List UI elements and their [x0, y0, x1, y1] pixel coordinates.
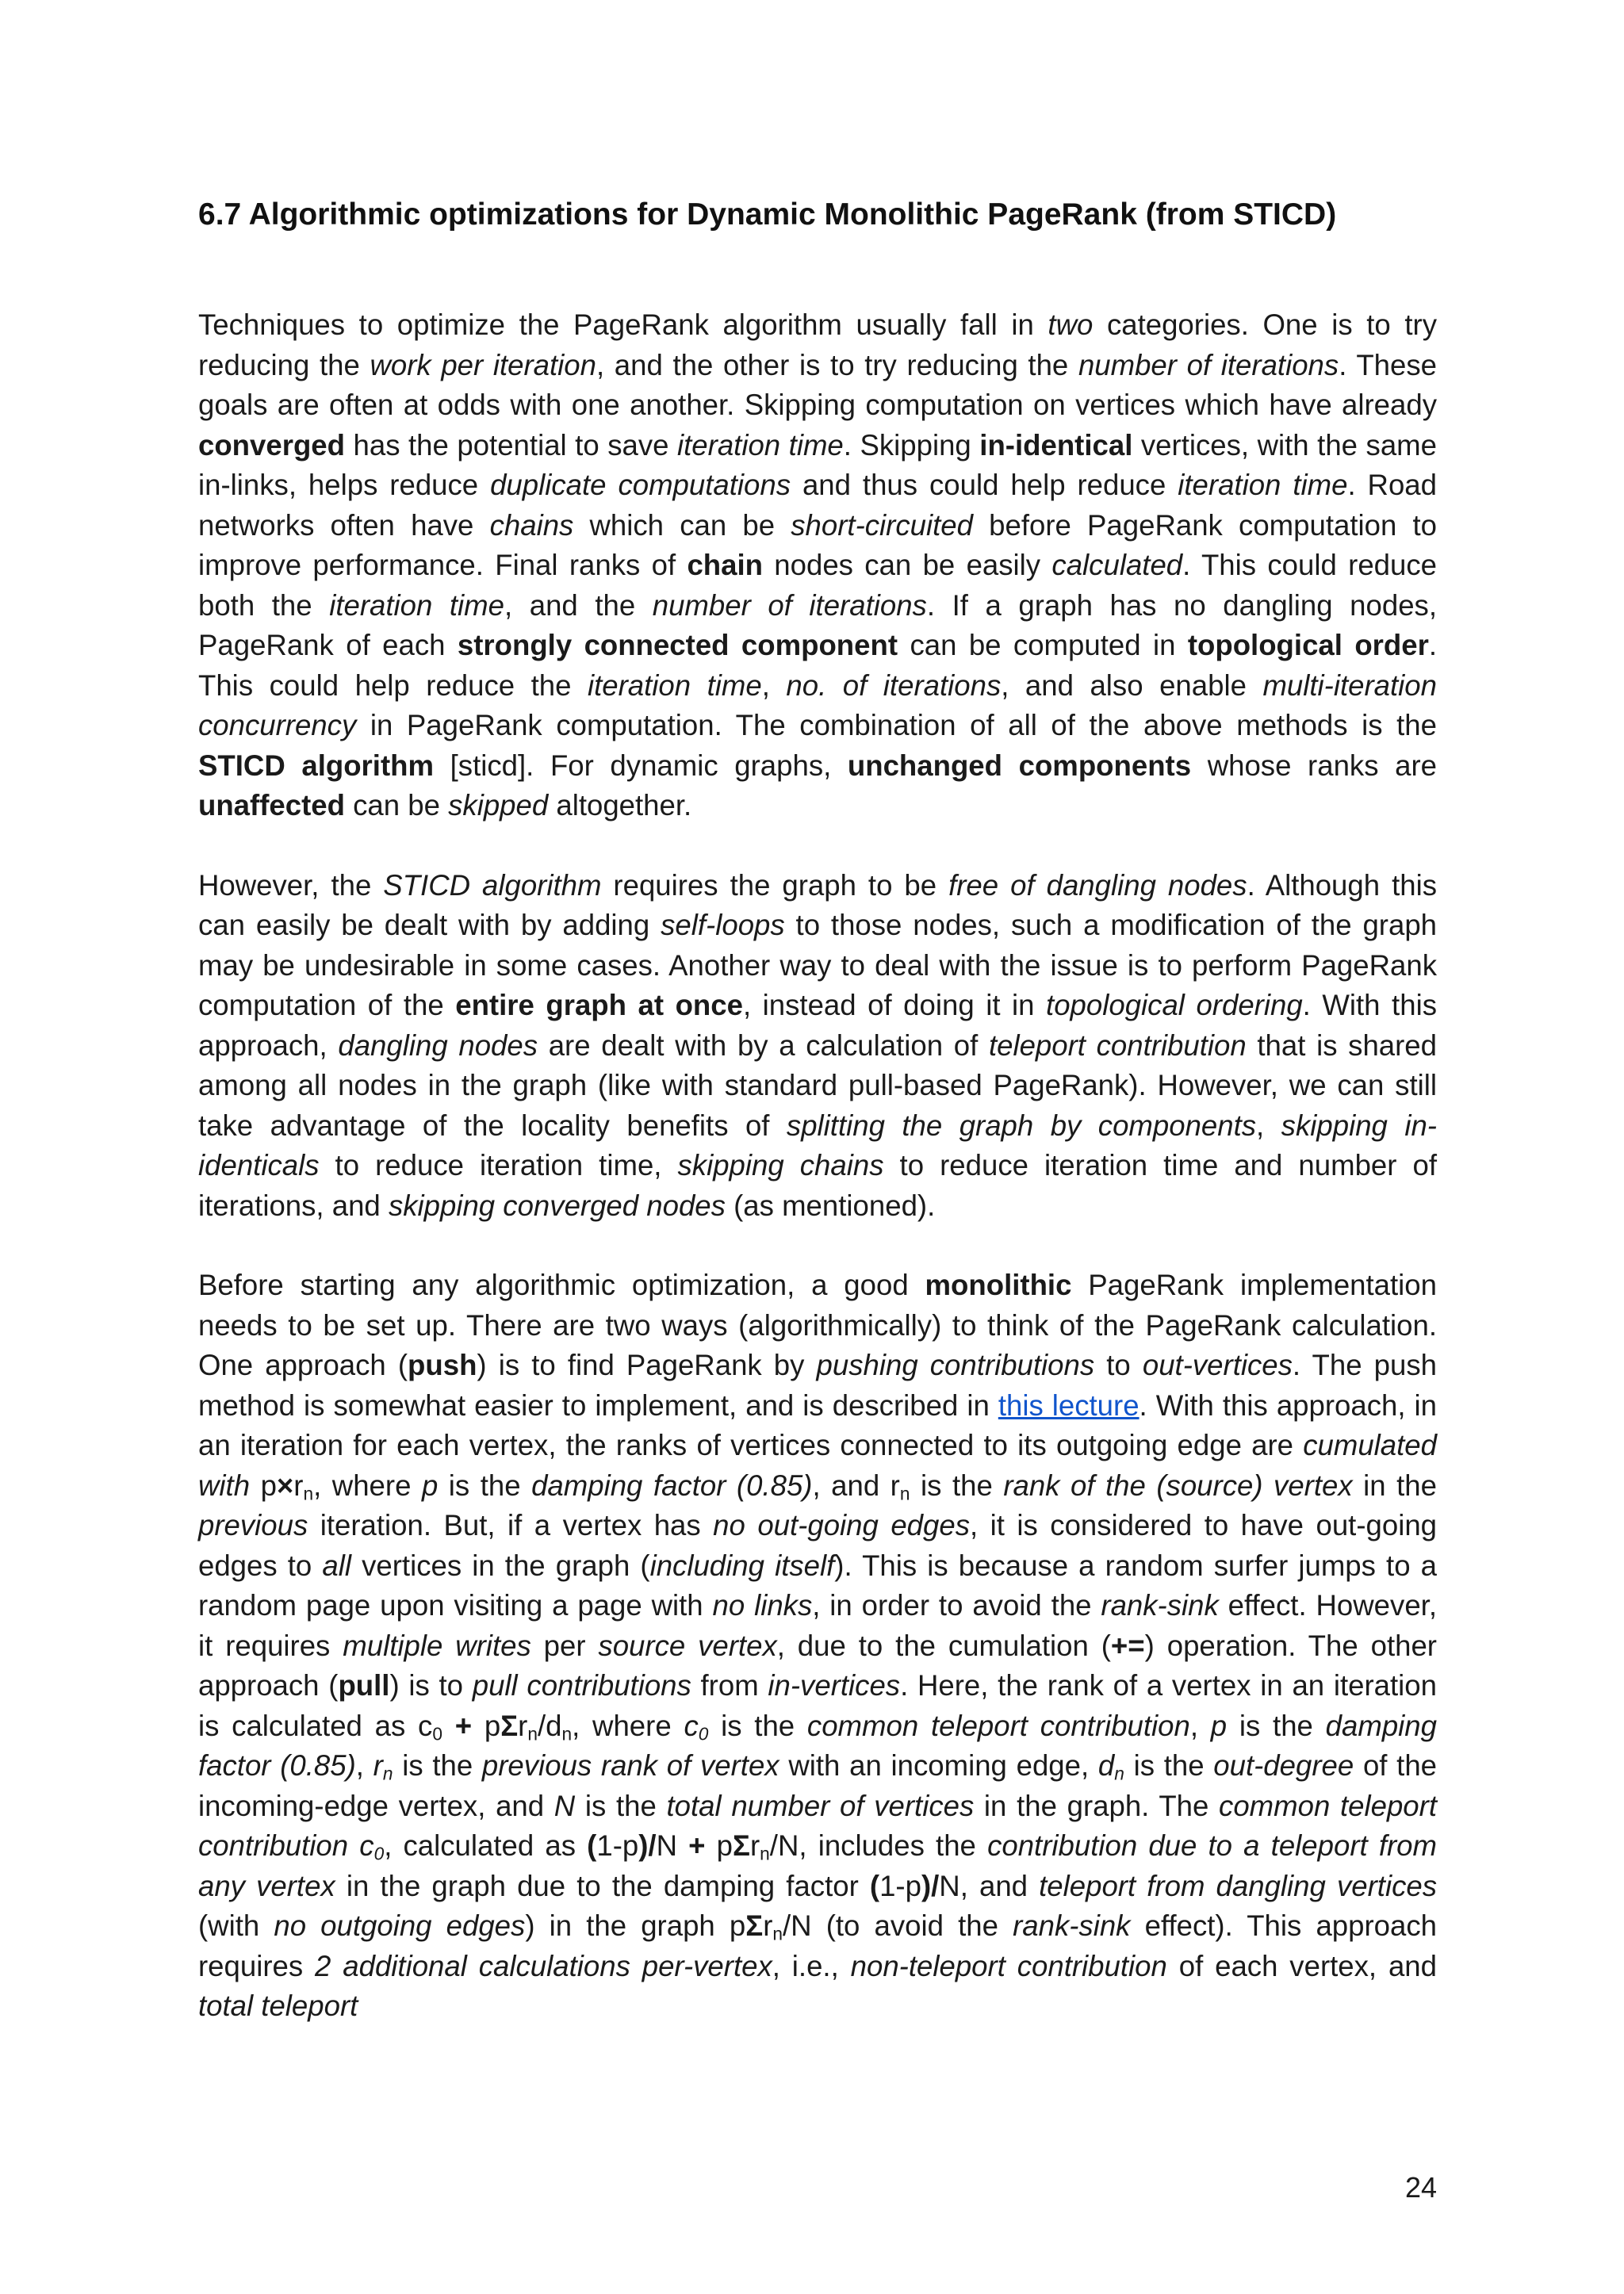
paragraph-sticd-dangling: However, the STICD algorithm requires the graph to be free of dangling nodes. Although this can easily be dealt with by adding self-loops to those nodes, such a modification of the graph may be undesirable in some cases. Another way to deal with the issue is to perform PageRank computation of the entire graph at once, instead of doing it in topological ordering. With this approach, dangling nodes are dealt with by a calculation of teleport contribution that is shared among all nodes in the graph (like with standard pull-based PageRank). However, we can still take advantage of the locality benefits of splitting the graph by components, skipping in-identicals to reduce iteration time, skipping chains to reduce iteration time and number of iterations, and skipping converged nodes (as mentioned).: [198, 868, 1438, 1222]
document-page: [198, 194, 1437, 2066]
paragraph-push-pull: Before starting any algorithmic optimization, a good monolithic PageRank implementation needs to be set up. There are two ways (algorithmically) to think of the PageRank calculation. One approach (push) is to find PageRank by pushing contributions to out-vertices. The push method is somewhat easier to implement, and is described in this lecture. With this approach, in an iteration for each vertex, the ranks of vertices connected to its outgoing edge are cumulated with $p\times r_n$, where p is the damping factor (0.85), and $r_n$ is the rank of the (source) vertex in the previous iteration. But, if a vertex has no out-going edges, it is considered to have out-going edges to all vertices in the graph (including itself). This is because a random surfer jumps to a random page upon visiting a page with no links, in order to avoid the rank-sink effect. However, it requires multiple writes per source vertex, due to the cumulation (+=) operation. The other approach (pull) is to pull contributions from in-vertices. Here, the rank of a vertex in an iteration is calculated as $c_0 + p\Sigma r_n/d_n$, where $c_0$ is the common teleport contribution, p is the damping factor (0.85), $r_n$ is the previous rank of vertex with an incoming edge, $d_n$ is the out-degree of the incoming-edge vertex, and N is the total number of vertices in the graph. The common teleport contribution $c_0$, calculated as (1-p)/N + pΣr$_n$/N, includes the contribution due to a teleport from any vertex in the graph due to the damping factor (1-p)/N, and teleport from dangling vertices (with no outgoing edges) in the graph pΣr$_n$/N (to avoid the rank-sink effect). This approach requires 2 additional calculations per-vertex, i.e., non-teleport contribution of each vertex, and total teleport: [198, 1269, 1438, 2022]
this-lecture-link[interactable]: this lecture: [998, 1388, 1139, 1422]
section-title: 6.7 Algorithmic optimizations for Dynamic Monolithic PageRank (from STICD): [198, 197, 1337, 232]
paragraph-techniques: Techniques to optimize the PageRank algorithm usually fall in two categories. One is to try reducing the work per iteration, and the other is to try reducing the number of iterations. These goals are often at odds with one another. Skipping computation on vertices which have already converged has the potential to save iteration time. Skipping in-identical vertices, with the same in-links, helps reduce duplicate computations and thus could help reduce iteration time. Road networks often have chains which can be short-circuited before PageRank computation to improve performance. Final ranks of chain nodes can be easily calculated. This could reduce both the iteration time, and the number of iterations. If a graph has no dangling nodes, PageRank of each strongly connected component can be computed in topological order. This could help reduce the iteration time, no. of iterations, and also enable multi-iteration concurrency in PageRank computation. The combination of all of the above methods is the STICD algorithm [sticd]. For dynamic graphs, unchanged components whose ranks are unaffected can be skipped altogether.: [198, 308, 1437, 821]
page-number: 24: [1404, 2171, 1437, 2204]
